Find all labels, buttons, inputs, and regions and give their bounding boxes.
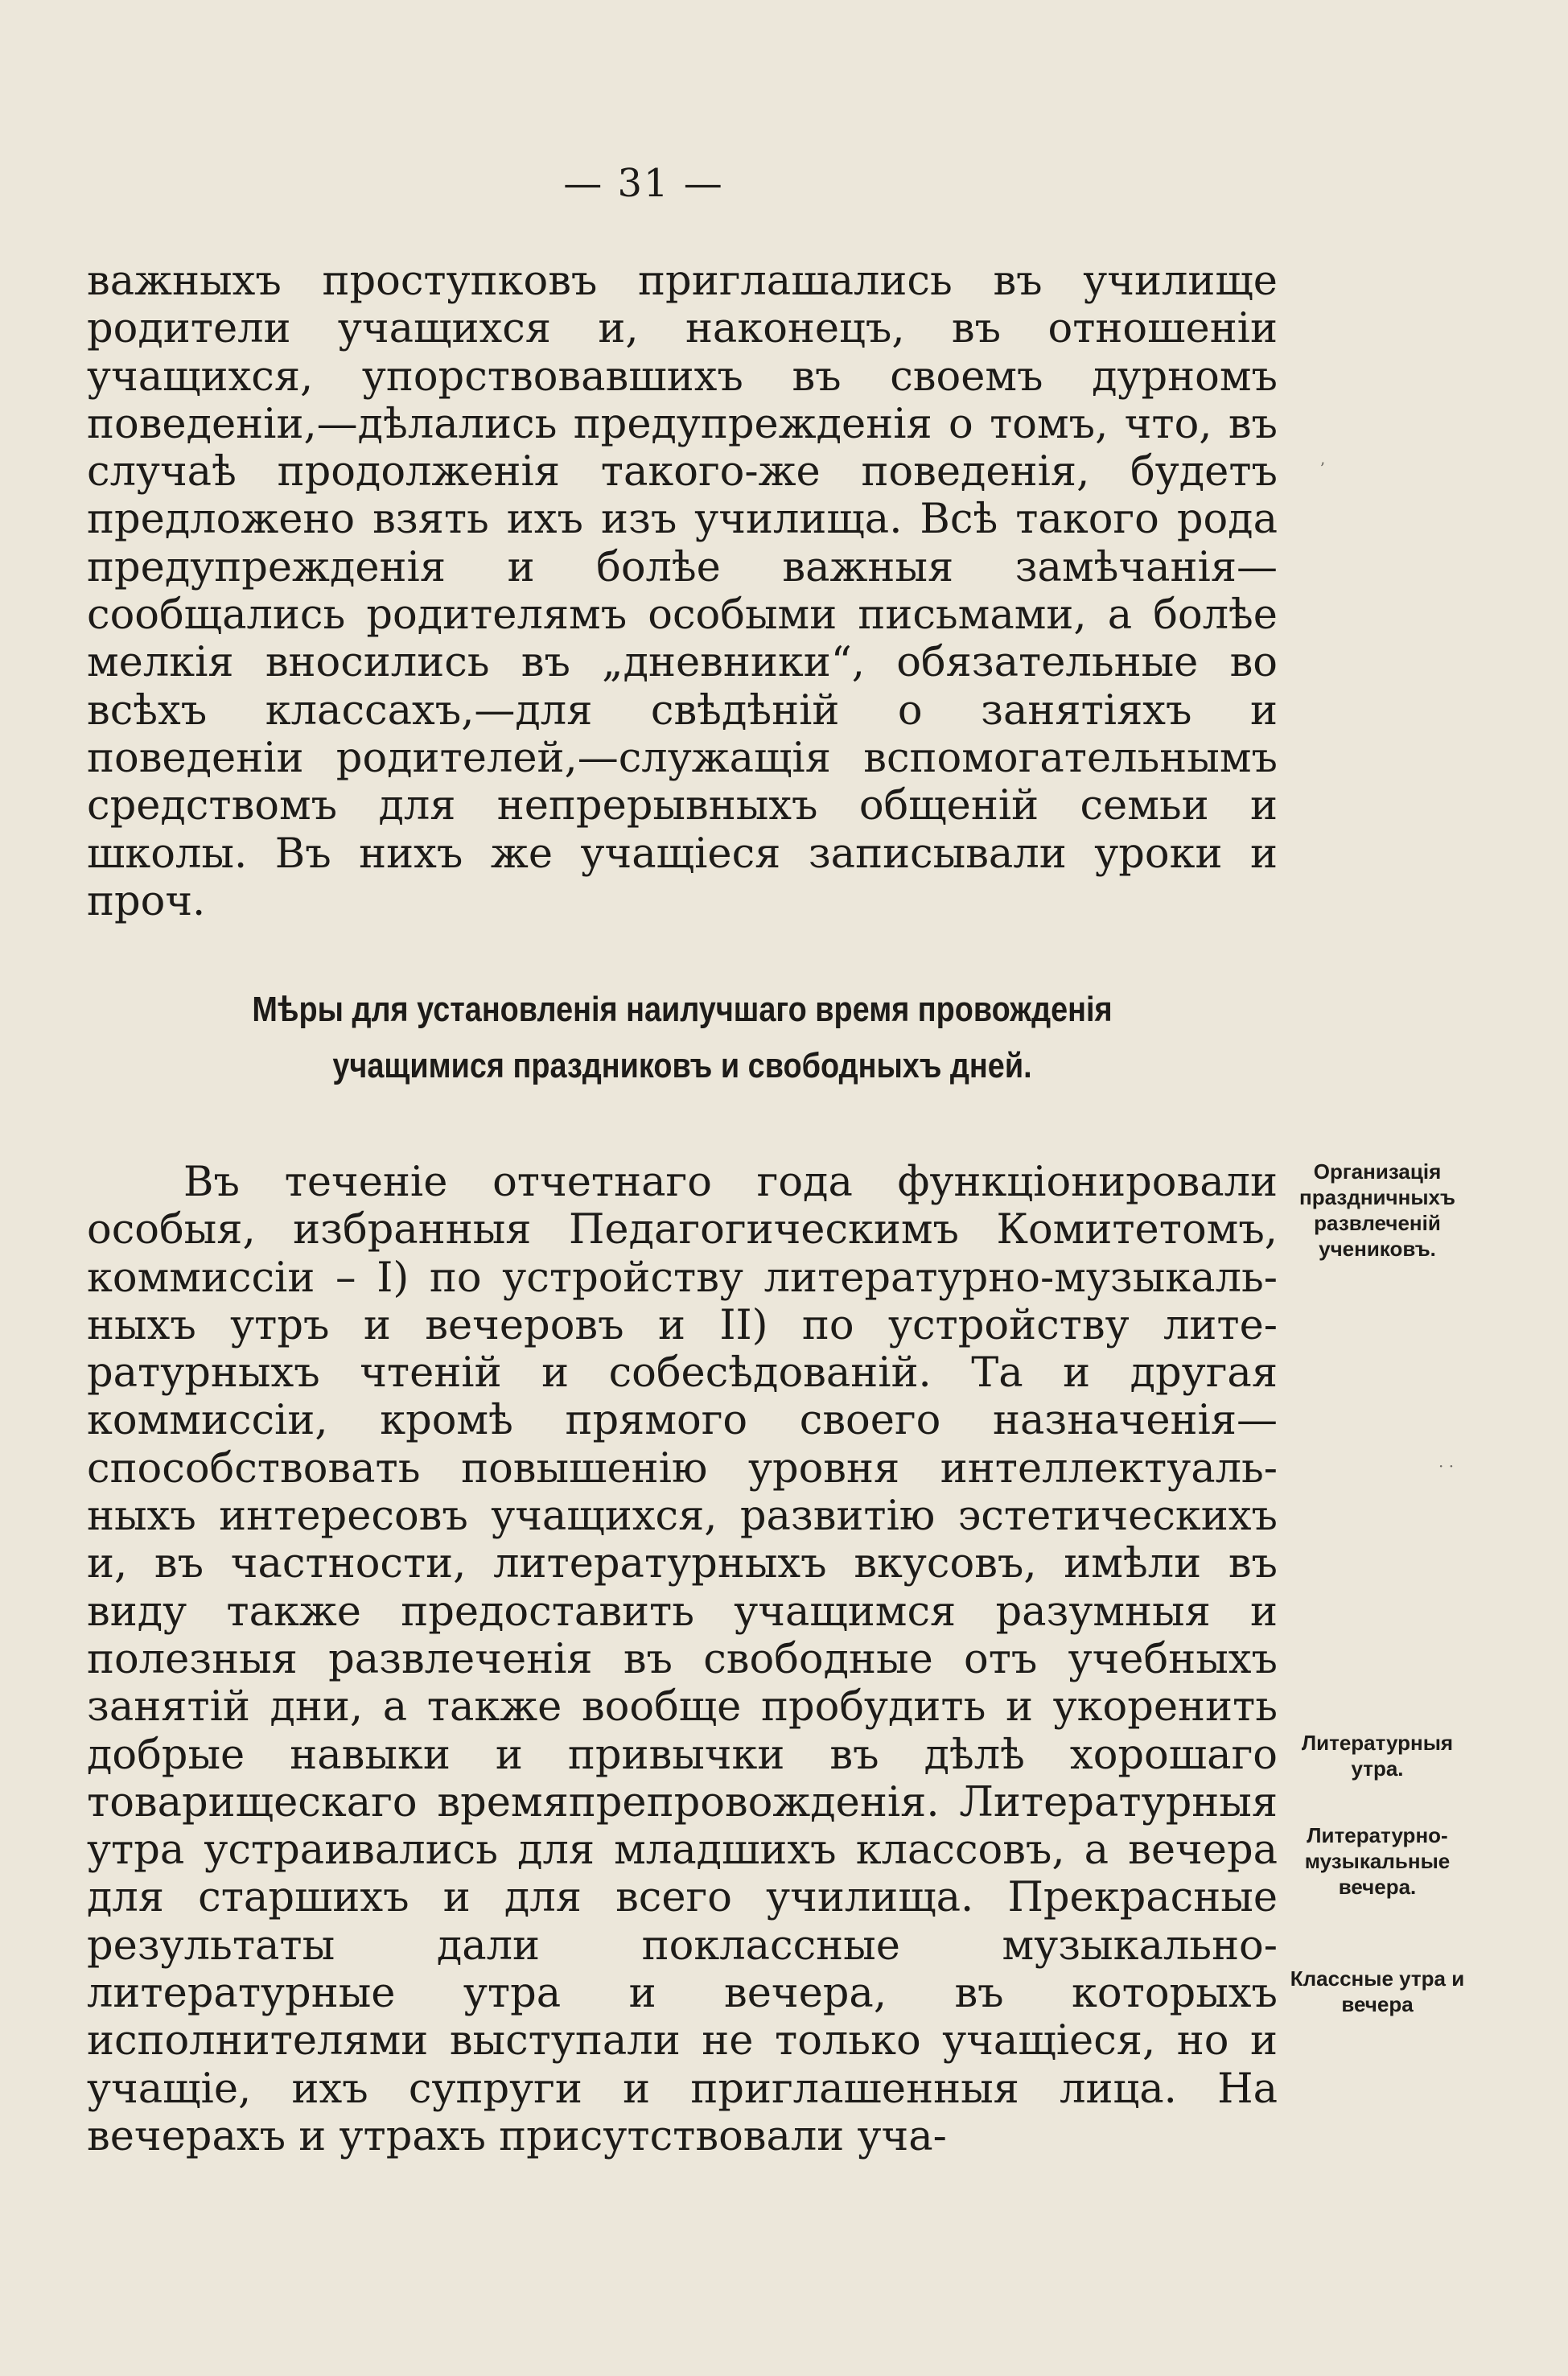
margin-note-class-mornings-evenings: Классные утра и вечера [1290, 1966, 1465, 2016]
margin-note-literary-musical-evenings: Литературно-музыкальные вечера. [1304, 1823, 1451, 1899]
section-heading-line-1: Мѣры для установленія наилучшаго время провожденія [252, 990, 1113, 1029]
section-heading [171, 982, 1195, 1094]
paper-speck: ʼ [1319, 459, 1325, 478]
paragraph-main: Въ теченiе отчетнаго года функцiонировали особыя, избранныя Педагогическимъ Комитетомъ, коммиссiи – I) по устройству литературно-музыкальныхъ утръ и вечеровъ и II) по устройству литературныхъ чтенiй и собесѣдованiй. Та и другая коммиссiи, кромѣ прямого своего назначенiя—способствовать повышенiю уровня интеллектуальныхъ интересовъ учащихся, развитiю эстетическихъ и, въ частности, литературныхъ вкусовъ, имѣли въ виду также предоставить учащимся разумныя и полезныя развлеченiя въ свободные отъ учебныхъ занятiй дни, а также вообще пробудить и укоренить добрые навыки и привычки въ дѣлѣ хорошаго товарищескаго времяпрепровожденiя. Литературныя утра устраивались для младшихъ классовъ, а вечера для старшихъ и для всего училища. Прекрасные результаты дали поклассные музыкально-литературные утра и вечера, въ которыхъ исполнителями выступали не только учащiеся, но и учащiе, ихъ супруги и приглашенныя лица. На вечерахъ и утрахъ присутствовали уча- [87, 1159, 1278, 2160]
margin-note-organization: Организація праздничныхъ развлеченій учениковъ. [1299, 1159, 1455, 1261]
page-number: — 31 — [563, 161, 724, 206]
section-heading-line-2: учащимися праздниковъ и свободныхъ дней. [332, 1046, 1032, 1085]
paragraph-top: важныхъ проступковъ приглашались въ училище родители учащихся и, наконецъ, въ отношенiи учащихся, упорствовавшихъ въ своемъ дурномъ поведенiи,—дѣлались предупрежденiя о томъ, что, въ случаѣ продолженiя такого-же поведенiя, будетъ предложено взять ихъ изъ училища. Всѣ такого рода предупрежденiя и болѣе важныя замѣчанiя—сообщались родителямъ особыми письмами, а болѣе мелкiя вносились въ „дневники“, обязательные во всѣхъ классахъ,—для свѣдѣнiй о занятiяхъ и поведенiи родителей,—служащiя вспомогательнымъ средствомъ для непрерывныхъ общенiй семьи и школы. Въ нихъ же учащiеся записывали уроки и проч. [87, 257, 1278, 925]
margin-note-literary-mornings: Литературныя утра. [1301, 1731, 1454, 1781]
paper-speck: · · [1438, 1456, 1455, 1476]
